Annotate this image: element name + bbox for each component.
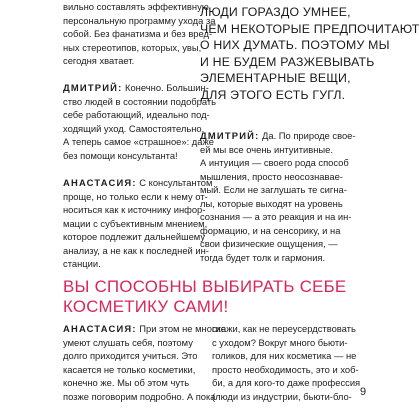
- paragraph-dmitry: [63, 81, 217, 162]
- text-line: долго приходится учиться. Это: [63, 350, 198, 362]
- text-line: персональную программу ухода за: [63, 14, 216, 26]
- speaker-label-anastasia: АНАСТАСИЯ:: [63, 323, 137, 334]
- paragraph-anastasia: [63, 176, 213, 271]
- text-line: носиться как к источнику инфор-: [63, 204, 206, 216]
- quote-line: И НЕ БУДЕМ РАЗЖЕВЫВАТЬ: [200, 54, 375, 69]
- text-line: которое подлежит дальнейшему: [63, 231, 206, 243]
- text-line: анализу, а не как к последней ин-: [63, 244, 209, 256]
- text-line: би, а для кого-то даже профессия: [212, 377, 361, 389]
- speaker-label-dmitry: ДМИТРИЙ:: [63, 82, 123, 94]
- text-line: ство людей в состоянии подобрать: [63, 95, 217, 107]
- text-line: сегодня хватает.: [63, 55, 135, 67]
- text-line: вильно составлять эффективную: [63, 1, 209, 12]
- text-line: себе работающий, идеально под-: [63, 109, 210, 121]
- paragraph-anastasia-bottom: [63, 322, 226, 403]
- text-line: тогда будет толк и гармония.: [200, 251, 326, 263]
- text-line: станции.: [63, 258, 101, 270]
- text-line: С консультантом: [136, 177, 213, 189]
- bottom-right-column: [212, 322, 361, 403]
- text-line: скажи, как не переусердствовать: [212, 323, 356, 334]
- speaker-label-anastasia: АНАСТАСИЯ:: [63, 177, 137, 189]
- text-line: собой. Без фанатизма и без вред-: [63, 28, 213, 40]
- text-line: Да. По природе свое-: [259, 130, 356, 141]
- quote-line: ЧЕМ НЕКОТОРЫЕ ПРЕДПОЧИТАЮТ: [200, 21, 420, 36]
- text-line: мый. Если не заглушать те сигна-: [200, 184, 347, 196]
- text-line: просто необходимость, это и хоб-: [212, 363, 359, 375]
- text-line: (люди из индустрии, бьюти-бло-: [212, 390, 352, 402]
- page-number: 9: [360, 386, 367, 398]
- text-line: умеют слушать себя, поэтому: [63, 336, 193, 348]
- speaker-label-dmitry: ДМИТРИЙ:: [200, 130, 260, 141]
- text-line: голиков, для них косметика — не: [212, 350, 357, 362]
- text-line: мышления, просто неосознавае-: [200, 170, 343, 182]
- text-line: касается не только косметики,: [63, 363, 196, 375]
- text-line: Конечно. Большин-: [122, 82, 209, 94]
- bottom-left-column: [63, 322, 226, 403]
- text-line: позже поговорим подробно. А пока: [63, 390, 216, 402]
- paragraph-intro: [63, 0, 216, 68]
- text-line: конечно же. Мы об этом чуть: [63, 377, 190, 389]
- text-line: А теперь самое «страшное»: даже: [63, 136, 214, 148]
- paragraph-continuation: [212, 322, 361, 403]
- text-line: А интуиция — своего рода способ: [200, 157, 349, 169]
- left-column: [63, 0, 217, 271]
- pull-quote: [200, 4, 420, 103]
- quote-line: ЭЛЕМЕНТАРНЫЕ ВЕЩИ,: [200, 71, 351, 85]
- text-line: ходящий уход. Самостоятельно.: [63, 122, 205, 134]
- heading-line: ВЫ СПОСОБНЫ ВЫБИРАТЬ СЕБЕ: [63, 277, 347, 296]
- quote-line: ДЛЯ ЭТОГО ЕСТЬ ГУГЛ.: [200, 87, 346, 102]
- text-line: с уходом? Вокруг много бьюти-: [212, 336, 348, 348]
- text-line: лы, которые выходят на уровень: [200, 197, 343, 209]
- heading-line: КОСМЕТИКУ САМИ!: [63, 296, 229, 316]
- text-line: проще, но только если к нему от-: [63, 190, 208, 202]
- text-line: без помощи консультанта!: [63, 149, 178, 161]
- quote-line: ЛЮДИ ГОРАЗДО УМНЕЕ,: [200, 5, 351, 19]
- text-line: При этом не многие: [136, 323, 226, 334]
- right-column: [200, 129, 356, 264]
- text-line: ей мы все очень интуитивные.: [200, 143, 333, 155]
- paragraph-dmitry-intuition: [200, 129, 356, 264]
- text-line: формацию, и на сенсорику, и на: [200, 224, 341, 236]
- text-line: мации с субъективным мнением,: [63, 217, 208, 229]
- text-line: свои физические ощущения, —: [200, 238, 338, 250]
- text-line: сознания — а это реакция и на ин-: [200, 211, 352, 223]
- section-heading: [63, 277, 363, 316]
- text-line: ных стереотипов, которых, увы,: [63, 41, 202, 53]
- quote-line: О НИХ ДУМАТЬ. ПОЭТОМУ МЫ: [200, 38, 390, 52]
